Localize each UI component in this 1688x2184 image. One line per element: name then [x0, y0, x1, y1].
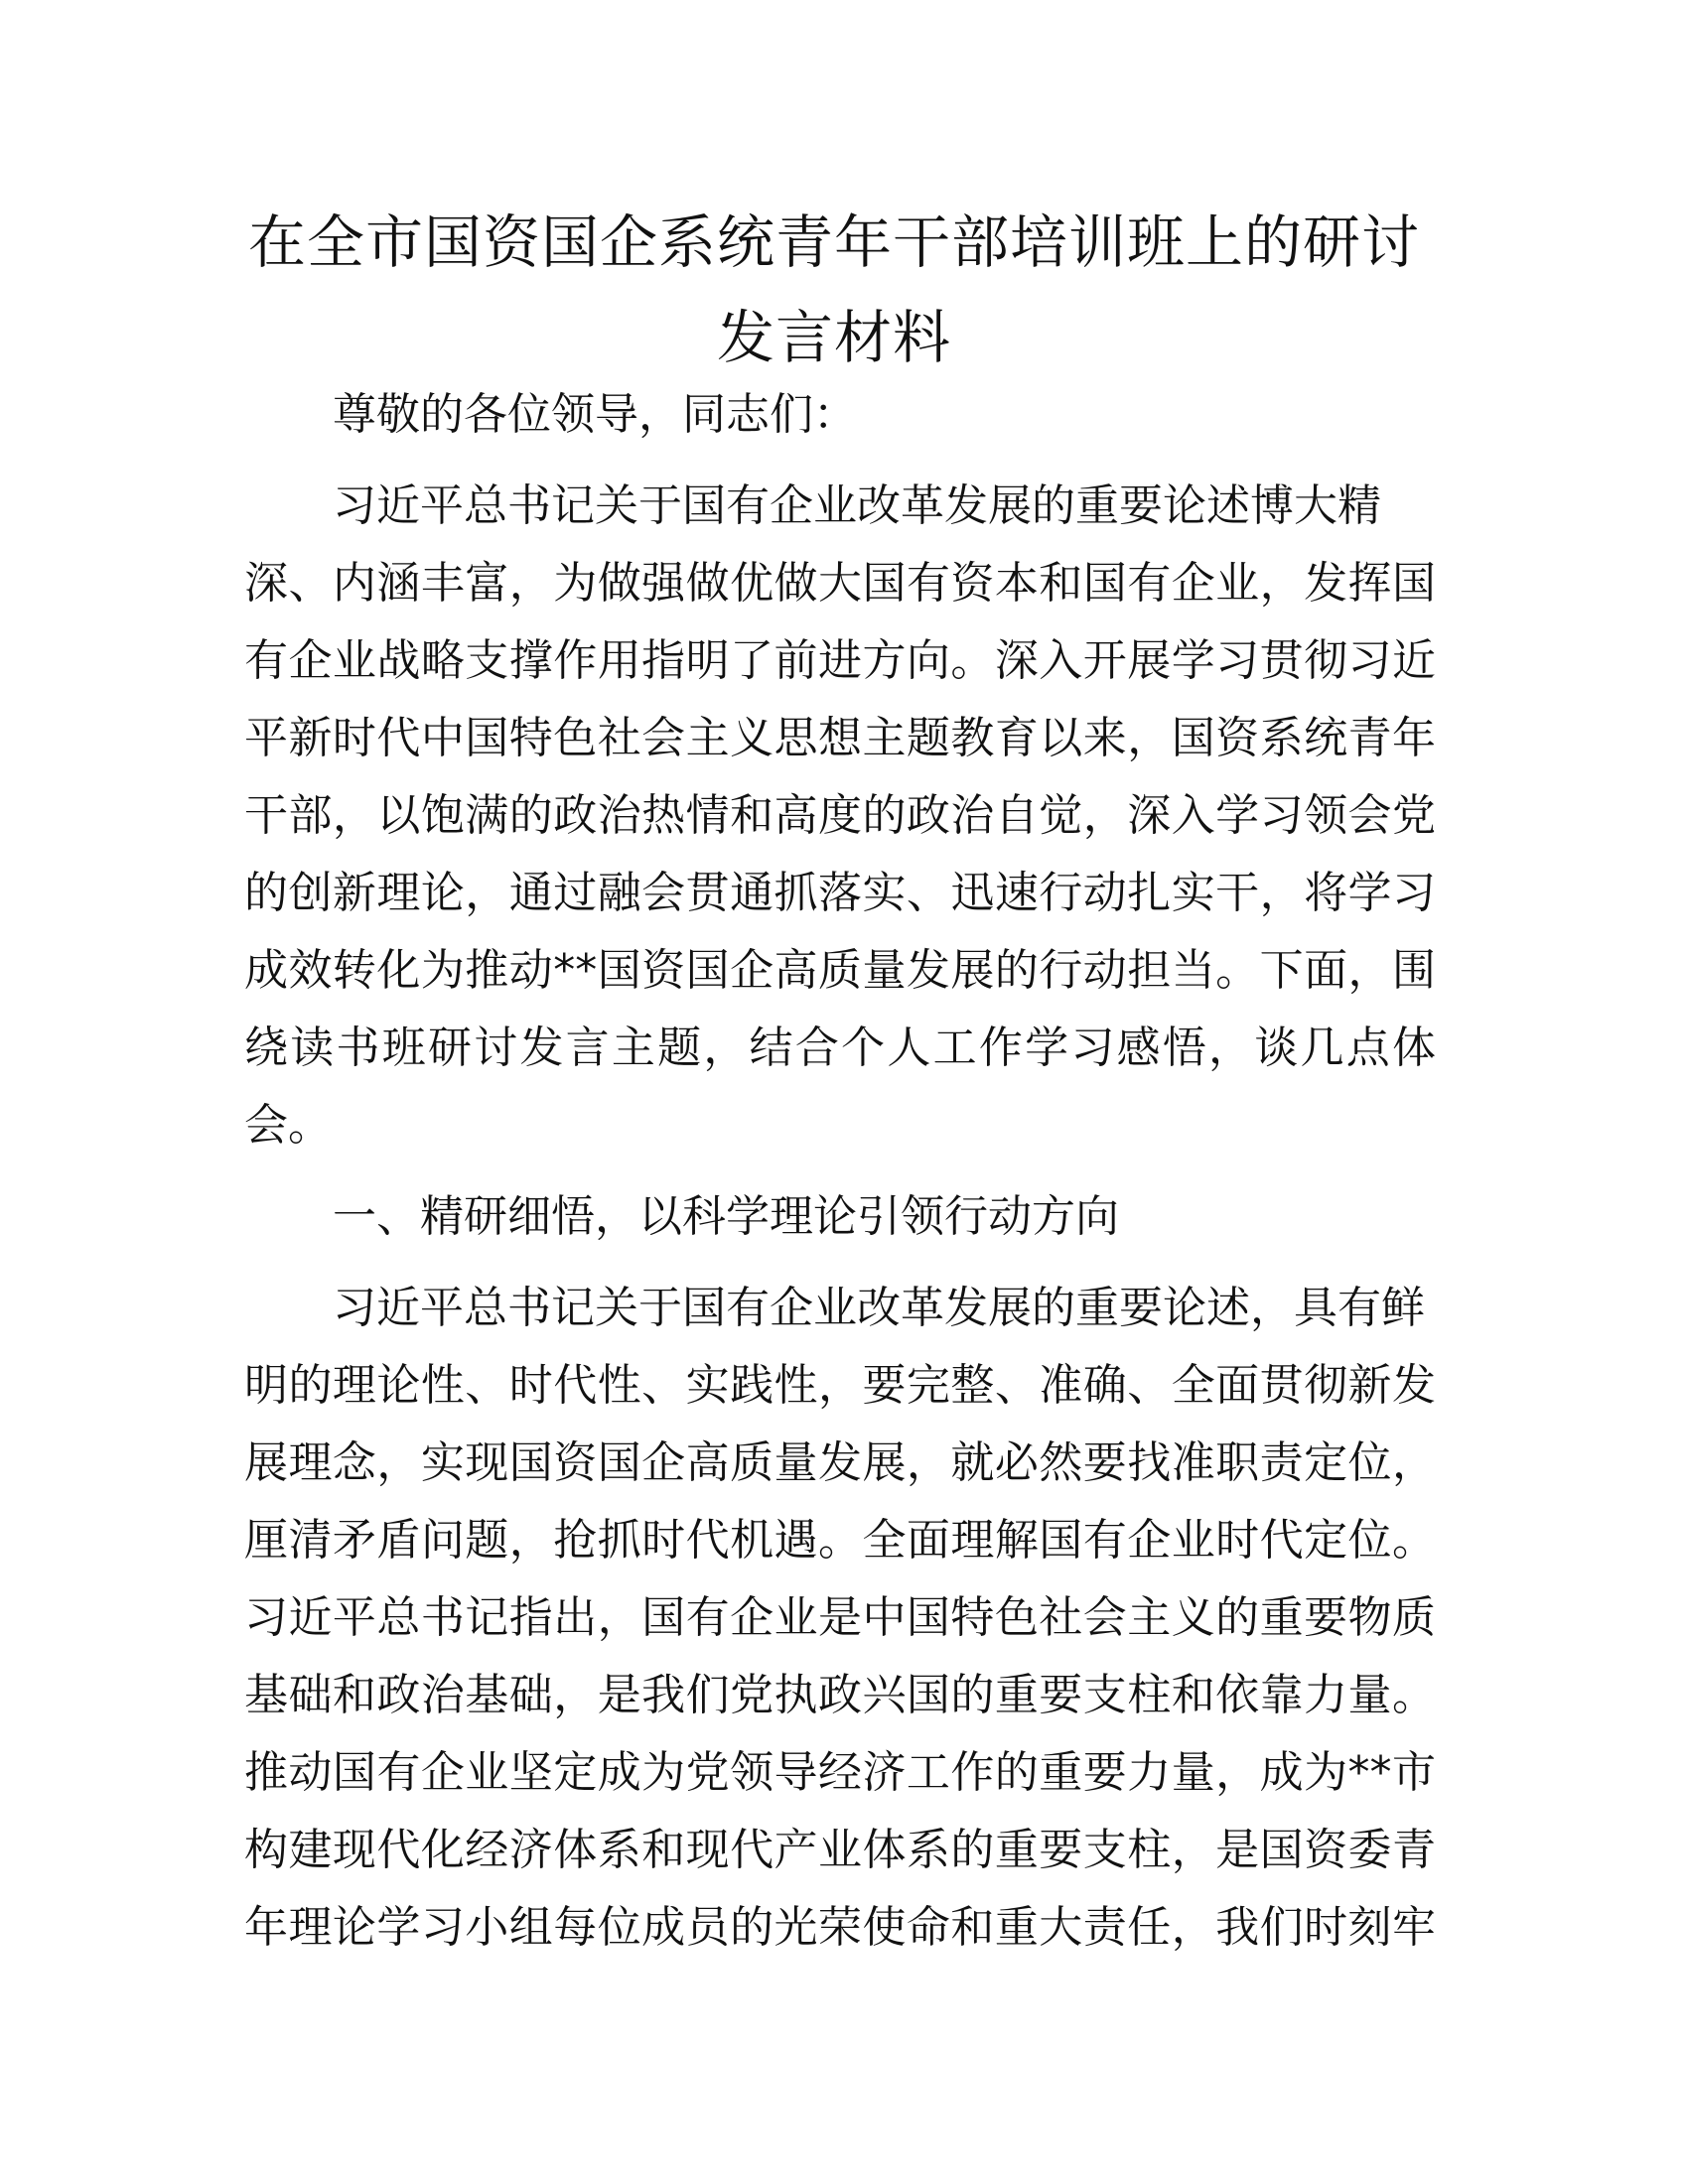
paragraph-1-line-8: 绕读书班研讨发言主题，结合个人工作学习感悟，谈几点体: [244, 1023, 1436, 1073]
paragraph-2-line-8: 构建现代化经济体系和现代产业体系的重要支柱，是国资委青: [244, 1825, 1436, 1875]
paragraph-2-line-4: 厘清矛盾问题，抢抓时代机遇。全面理解国有企业时代定位。: [244, 1515, 1436, 1566]
section-1-heading: 一、精研细悟，以科学理论引领行动方向: [333, 1191, 1119, 1242]
paragraph-2-line-3: 展理念，实现国资国企高质量发展，就必然要找准职责定位，: [244, 1437, 1436, 1488]
paragraph-1-line-4: 平新时代中国特色社会主义思想主题教育以来，国资系统青年: [244, 713, 1436, 763]
salutation: 尊敬的各位领导，同志们：: [333, 389, 857, 440]
paragraph-1-line-1: 习近平总书记关于国有企业改革发展的重要论述博大精: [333, 480, 1381, 531]
paragraph-2-line-6: 基础和政治基础，是我们党执政兴国的重要支柱和依靠力量。: [244, 1670, 1436, 1720]
document-title: [238, 195, 1430, 385]
title-line-2: 发言材料: [716, 304, 951, 371]
paragraph-1-line-5: 干部，以饱满的政治热情和高度的政治自觉，深入学习领会党: [244, 790, 1436, 841]
paragraph-1-line-9: 会。: [244, 1100, 332, 1151]
paragraph-2-line-5: 习近平总书记指出，国有企业是中国特色社会主义的重要物质: [244, 1592, 1436, 1643]
paragraph-2-line-7: 推动国有企业坚定成为党领导经济工作的重要力量，成为**市: [244, 1747, 1436, 1798]
paragraph-1-line-3: 有企业战略支撑作用指明了前进方向。深入开展学习贯彻习近: [244, 635, 1436, 686]
paragraph-1-line-6: 的创新理论，通过融会贯通抓落实、迅速行动扎实干，将学习: [244, 868, 1436, 918]
paragraph-1-line-2: 深、内涵丰富，为做强做优做大国有资本和国有企业，发挥国: [244, 558, 1436, 609]
paragraph-2-line-9: 年理论学习小组每位成员的光荣使命和重大责任，我们时刻牢: [244, 1902, 1436, 1953]
title-line-1: 在全市国资国企系统青年干部培训班上的研讨: [247, 208, 1420, 276]
paragraph-2-line-2: 明的理论性、时代性、实践性，要完整、准确、全面贯彻新发: [244, 1360, 1436, 1411]
paragraph-1-line-7: 成效转化为推动**国资国企高质量发展的行动担当。下面，围: [244, 945, 1436, 996]
paragraph-2-line-1: 习近平总书记关于国有企业改革发展的重要论述，具有鲜: [333, 1283, 1425, 1333]
